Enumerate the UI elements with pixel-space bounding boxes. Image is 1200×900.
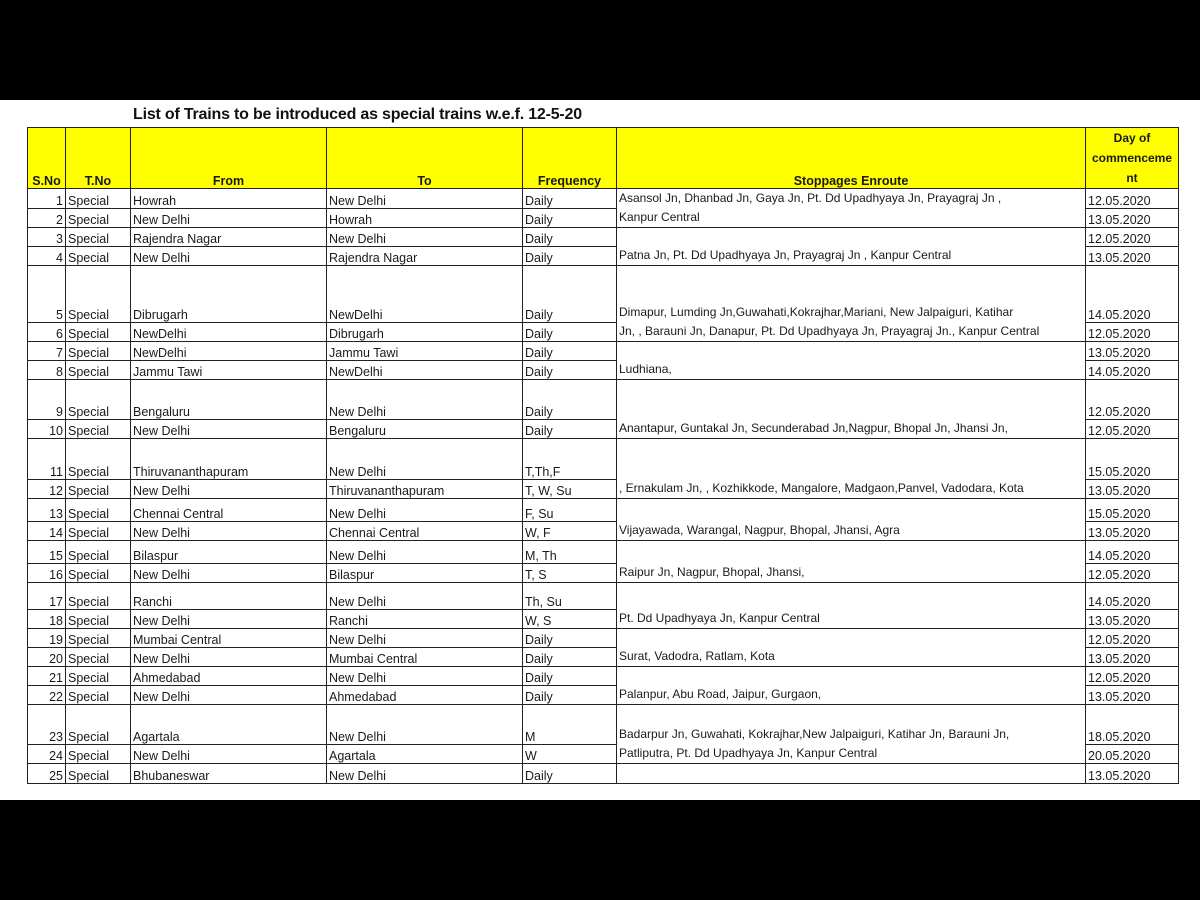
cell-sno: 6: [28, 323, 66, 342]
cell-to: New Delhi: [327, 499, 523, 522]
cell-to: Ranchi: [327, 610, 523, 629]
top-black-band: [0, 0, 1200, 100]
stoppages-line: Patna Jn, Pt. Dd Upadhyaya Jn, Prayagraj Jn , Kanpur Central: [619, 248, 952, 262]
cell-tno: Special: [66, 420, 131, 439]
cell-tno: Special: [66, 583, 131, 610]
cell-sno: 20: [28, 648, 66, 667]
cell-date: 14.05.2020: [1086, 266, 1179, 323]
cell-tno: Special: [66, 629, 131, 648]
table-row: [28, 583, 1179, 610]
cell-sno: 4: [28, 247, 66, 266]
cell-date: 14.05.2020: [1086, 583, 1179, 610]
cell-frequency: Daily: [523, 228, 617, 247]
cell-stoppages: [617, 228, 1086, 266]
cell-from: Howrah: [131, 189, 327, 209]
cell-stoppages: [617, 705, 1086, 764]
cell-tno: Special: [66, 247, 131, 266]
cell-to: Chennai Central: [327, 522, 523, 541]
cell-to: New Delhi: [327, 705, 523, 745]
trains-table: [27, 127, 1179, 784]
table-row: [28, 266, 1179, 323]
cell-frequency: Daily: [523, 342, 617, 361]
cell-to: Jammu Tawi: [327, 342, 523, 361]
cell-date: 12.05.2020: [1086, 228, 1179, 247]
cell-from: Bhubaneswar: [131, 764, 327, 784]
cell-from: Ranchi: [131, 583, 327, 610]
cell-to: Ahmedabad: [327, 686, 523, 705]
cell-sno: 17: [28, 583, 66, 610]
cell-date: 20.05.2020: [1086, 745, 1179, 764]
table-row: [28, 705, 1179, 745]
table-row: [28, 541, 1179, 564]
cell-date: 13.05.2020: [1086, 610, 1179, 629]
cell-from: Bilaspur: [131, 541, 327, 564]
cell-tno: Special: [66, 745, 131, 764]
cell-tno: Special: [66, 667, 131, 686]
cell-stoppages: [617, 629, 1086, 667]
cell-tno: Special: [66, 380, 131, 420]
cell-date: 13.05.2020: [1086, 247, 1179, 266]
cell-from: Chennai Central: [131, 499, 327, 522]
cell-frequency: W, F: [523, 522, 617, 541]
stoppages-line: [619, 764, 1083, 783]
cell-sno: 7: [28, 342, 66, 361]
cell-from: Bengaluru: [131, 380, 327, 420]
cell-frequency: Daily: [523, 208, 617, 228]
cell-sno: 12: [28, 480, 66, 499]
cell-date: 15.05.2020: [1086, 439, 1179, 480]
cell-from: Dibrugarh: [131, 266, 327, 323]
cell-tno: Special: [66, 208, 131, 228]
cell-tno: Special: [66, 323, 131, 342]
stoppages-line: Anantapur, Guntakal Jn, Secunderabad Jn,Nagpur, Bhopal Jn, Jhansi Jn,: [619, 421, 1008, 435]
stoppages-line: Ludhiana,: [619, 362, 672, 376]
cell-date: 12.05.2020: [1086, 380, 1179, 420]
cell-from: NewDelhi: [131, 323, 327, 342]
cell-to: New Delhi: [327, 189, 523, 209]
cell-sno: 10: [28, 420, 66, 439]
stoppages-line: Vijayawada, Warangal, Nagpur, Bhopal, Jhansi, Agra: [619, 523, 900, 537]
stoppages-line: Asansol Jn, Dhanbad Jn, Gaya Jn, Pt. Dd Upadhyaya Jn, Prayagraj Jn ,: [619, 191, 1002, 205]
cell-stoppages: [617, 439, 1086, 499]
table-row: [28, 439, 1179, 480]
table-row: [28, 667, 1179, 686]
cell-tno: Special: [66, 764, 131, 784]
cell-stoppages: [617, 541, 1086, 583]
cell-date: 12.05.2020: [1086, 189, 1179, 209]
cell-tno: Special: [66, 480, 131, 499]
cell-to: Bengaluru: [327, 420, 523, 439]
cell-frequency: Daily: [523, 667, 617, 686]
cell-from: New Delhi: [131, 480, 327, 499]
cell-tno: Special: [66, 499, 131, 522]
table-body: [28, 189, 1179, 784]
stoppages-line: Dimapur, Lumding Jn,Guwahati,Kokrajhar,Mariani, New Jalpaiguri, Katihar: [619, 305, 1014, 319]
cell-from: New Delhi: [131, 522, 327, 541]
cell-sno: 21: [28, 667, 66, 686]
cell-from: New Delhi: [131, 648, 327, 667]
document-title: List of Trains to be introduced as special trains w.e.f. 12-5-20: [133, 106, 582, 123]
cell-from: Rajendra Nagar: [131, 228, 327, 247]
cell-from: New Delhi: [131, 610, 327, 629]
cell-tno: Special: [66, 610, 131, 629]
cell-frequency: T, W, Su: [523, 480, 617, 499]
cell-frequency: Daily: [523, 764, 617, 784]
cell-from: New Delhi: [131, 686, 327, 705]
header-tno: T.No: [66, 128, 131, 189]
cell-date: 12.05.2020: [1086, 564, 1179, 583]
table-row: [28, 189, 1179, 209]
cell-date: 12.05.2020: [1086, 629, 1179, 648]
table-row: [28, 764, 1179, 784]
stoppages-line: Patliputra, Pt. Dd Upadhyaya Jn, Kanpur Central: [619, 746, 878, 760]
cell-date: 18.05.2020: [1086, 705, 1179, 745]
cell-date: 12.05.2020: [1086, 420, 1179, 439]
cell-frequency: M: [523, 705, 617, 745]
stoppages-line: , Ernakulam Jn, , Kozhikkode, Mangalore, Madgaon,Panvel, Vadodara, Kota: [619, 481, 1024, 495]
header-stoppages: Stoppages Enroute: [617, 128, 1086, 189]
stoppages-line: Palanpur, Abu Road, Jaipur, Gurgaon,: [619, 687, 822, 701]
cell-stoppages: [617, 380, 1086, 439]
cell-to: New Delhi: [327, 667, 523, 686]
cell-frequency: Daily: [523, 189, 617, 209]
cell-sno: 25: [28, 764, 66, 784]
stoppages-line: Raipur Jn, Nagpur, Bhopal, Jhansi,: [619, 565, 805, 579]
stoppages-line: Badarpur Jn, Guwahati, Kokrajhar,New Jalpaiguri, Katihar Jn, Barauni Jn,: [619, 727, 1010, 741]
cell-frequency: Daily: [523, 380, 617, 420]
cell-to: New Delhi: [327, 541, 523, 564]
cell-from: NewDelhi: [131, 342, 327, 361]
table-row: [28, 342, 1179, 361]
cell-stoppages: [617, 342, 1086, 380]
table-row: [28, 380, 1179, 420]
header-frequency: Frequency: [523, 128, 617, 189]
cell-sno: 16: [28, 564, 66, 583]
cell-sno: 14: [28, 522, 66, 541]
cell-sno: 13: [28, 499, 66, 522]
cell-to: New Delhi: [327, 629, 523, 648]
cell-date: 13.05.2020: [1086, 208, 1179, 228]
cell-from: New Delhi: [131, 247, 327, 266]
cell-sno: 24: [28, 745, 66, 764]
cell-frequency: Daily: [523, 629, 617, 648]
cell-to: New Delhi: [327, 583, 523, 610]
cell-frequency: T, S: [523, 564, 617, 583]
cell-from: Ahmedabad: [131, 667, 327, 686]
cell-sno: 5: [28, 266, 66, 323]
cell-frequency: W, S: [523, 610, 617, 629]
cell-sno: 1: [28, 189, 66, 209]
cell-date: 15.05.2020: [1086, 499, 1179, 522]
stoppages-line: Pt. Dd Upadhyaya Jn, Kanpur Central: [619, 611, 820, 625]
cell-from: Mumbai Central: [131, 629, 327, 648]
cell-stoppages: [617, 266, 1086, 342]
cell-date: 12.05.2020: [1086, 323, 1179, 342]
cell-tno: Special: [66, 522, 131, 541]
cell-to: New Delhi: [327, 228, 523, 247]
stoppages-line: Jn, , Barauni Jn, Danapur, Pt. Dd Upadhyaya Jn, Prayagraj Jn., Kanpur Central: [619, 324, 1040, 338]
cell-from: New Delhi: [131, 420, 327, 439]
cell-sno: 9: [28, 380, 66, 420]
cell-frequency: Daily: [523, 361, 617, 380]
cell-frequency: Th, Su: [523, 583, 617, 610]
stoppages-line: Surat, Vadodra, Ratlam, Kota: [619, 649, 775, 663]
cell-tno: Special: [66, 648, 131, 667]
cell-sno: 22: [28, 686, 66, 705]
cell-to: Agartala: [327, 745, 523, 764]
header-sno: S.No: [28, 128, 66, 189]
cell-date: 13.05.2020: [1086, 686, 1179, 705]
cell-date: 13.05.2020: [1086, 764, 1179, 784]
cell-sno: 3: [28, 228, 66, 247]
cell-frequency: Daily: [523, 247, 617, 266]
cell-stoppages: [617, 189, 1086, 228]
cell-sno: 23: [28, 705, 66, 745]
cell-tno: Special: [66, 564, 131, 583]
cell-stoppages: [617, 583, 1086, 629]
cell-date: 13.05.2020: [1086, 342, 1179, 361]
cell-to: New Delhi: [327, 380, 523, 420]
cell-stoppages: [617, 764, 1086, 784]
cell-tno: Special: [66, 189, 131, 209]
header-to: To: [327, 128, 523, 189]
cell-sno: 18: [28, 610, 66, 629]
cell-sno: 8: [28, 361, 66, 380]
cell-tno: Special: [66, 266, 131, 323]
cell-to: Mumbai Central: [327, 648, 523, 667]
table-row: [28, 629, 1179, 648]
cell-frequency: Daily: [523, 648, 617, 667]
cell-tno: Special: [66, 705, 131, 745]
cell-sno: 2: [28, 208, 66, 228]
cell-tno: Special: [66, 686, 131, 705]
cell-frequency: F, Su: [523, 499, 617, 522]
header-from: From: [131, 128, 327, 189]
cell-date: 13.05.2020: [1086, 480, 1179, 499]
cell-tno: Special: [66, 342, 131, 361]
table-row: [28, 228, 1179, 247]
cell-sno: 19: [28, 629, 66, 648]
cell-frequency: W: [523, 745, 617, 764]
cell-frequency: M, Th: [523, 541, 617, 564]
cell-sno: 15: [28, 541, 66, 564]
cell-to: New Delhi: [327, 439, 523, 480]
cell-from: New Delhi: [131, 745, 327, 764]
header-row: [28, 128, 1179, 189]
cell-stoppages: [617, 499, 1086, 541]
cell-frequency: Daily: [523, 420, 617, 439]
cell-frequency: T,Th,F: [523, 439, 617, 480]
cell-to: Bilaspur: [327, 564, 523, 583]
stoppages-line: Kanpur Central: [619, 210, 700, 224]
cell-sno: 11: [28, 439, 66, 480]
cell-from: Thiruvananthapuram: [131, 439, 327, 480]
cell-tno: Special: [66, 439, 131, 480]
cell-from: New Delhi: [131, 564, 327, 583]
cell-to: New Delhi: [327, 764, 523, 784]
cell-date: 13.05.2020: [1086, 522, 1179, 541]
header-day-of-commencement: Day of commenceme nt: [1086, 128, 1179, 189]
cell-stoppages: [617, 667, 1086, 705]
cell-to: NewDelhi: [327, 266, 523, 323]
cell-tno: Special: [66, 541, 131, 564]
cell-from: Jammu Tawi: [131, 361, 327, 380]
cell-from: New Delhi: [131, 208, 327, 228]
cell-from: Agartala: [131, 705, 327, 745]
bottom-black-band: [0, 800, 1200, 900]
cell-tno: Special: [66, 228, 131, 247]
cell-tno: Special: [66, 361, 131, 380]
cell-to: Dibrugarh: [327, 323, 523, 342]
cell-to: Howrah: [327, 208, 523, 228]
cell-date: 13.05.2020: [1086, 648, 1179, 667]
cell-date: 14.05.2020: [1086, 361, 1179, 380]
cell-to: Thiruvananthapuram: [327, 480, 523, 499]
cell-frequency: Daily: [523, 686, 617, 705]
cell-date: 12.05.2020: [1086, 667, 1179, 686]
cell-frequency: Daily: [523, 266, 617, 323]
cell-to: NewDelhi: [327, 361, 523, 380]
cell-frequency: Daily: [523, 323, 617, 342]
cell-date: 14.05.2020: [1086, 541, 1179, 564]
table-row: [28, 499, 1179, 522]
cell-to: Rajendra Nagar: [327, 247, 523, 266]
document-sheet: [0, 100, 1200, 800]
